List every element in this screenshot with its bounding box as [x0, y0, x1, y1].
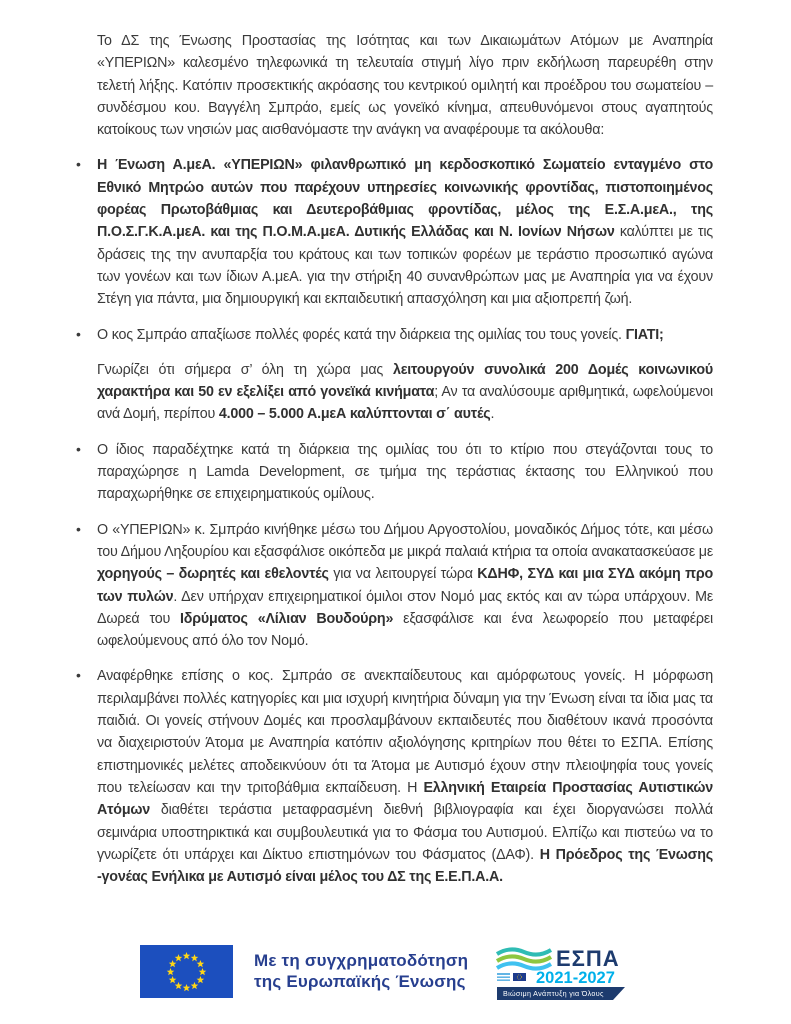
text-run-bold: Ελληνική Εταιρεία Προστασίας Αυτιστικών Ατόμων — [97, 779, 713, 819]
bullet-item-4 — [76, 519, 713, 653]
espa-years: 2021-2027 — [536, 969, 616, 987]
text-run-bold: χορηγούς – δωρητές και εθελοντές — [97, 566, 329, 583]
bullet-marker: • — [76, 156, 81, 173]
text-run: Γνωρίζει ότι σήμερα σ’ όλη τη χώρα μας — [97, 361, 393, 378]
sub-paragraph — [97, 359, 713, 426]
text-run: Το ΔΣ της Ένωσης Προστασίας της Ισότητας και των Δικαιωμάτων Ατόμων με Αναπηρία «ΥΠΕΡΙΩΝ» καλεσμένο τηλεφωνικά τη τελευταία στιγμή λίγο πριν εκδήλωση παρευρέθη στην τελετή λήξης. Κατόπιν προσεκτικής ακρόασης του κεντρικού ομιλητή και προέδρου του σωματείου – συνδέσμου κου. Βαγγέλη Σμπράο, εμείς ως γονεϊκό κίνημα, απευθυνόμενοι στους αγαπητούς κατοίκους των νησιών μας αισθανόμαστε την ανάγκη να αναφέρουμε τα ακόλουθα: — [97, 33, 713, 139]
bullet-marker: • — [76, 520, 81, 537]
espa-title: ΕΣΠΑ — [556, 946, 620, 971]
bullet-item-2 — [76, 324, 713, 346]
bullet-item-5 — [76, 665, 713, 888]
bullet-marker: • — [76, 667, 81, 684]
espa-waves-icon — [497, 949, 551, 968]
text-run-bold: ΓΙΑΤΙ; — [625, 326, 664, 343]
espa-logo — [494, 941, 628, 1001]
text-run: εξασφάλισε και ένα λεωφορείο που μεταφέρει ωφελούμενους από όλο τον Νομό. — [97, 610, 713, 650]
text-run: διαθέτει τεράστια μεταφρασμένη διεθνή βιβλιογραφία και έχει διοργανώσει πολλά σεμινάρια υποστηρικτικά και συμβουλευτικά για το Φάσμα του Αυτισμού. Ελπίζω και πιστεύω να το γνωρίζετε ότι υπάρχει και Δίκτυο επιστημόνων του Φάσματος (ΔΑΦ). — [97, 802, 713, 863]
text-run: Ο κος Σμπράο απαξίωσε πολλές φορές κατά την διάρκεια της ομιλίας του τους γονείς. — [97, 326, 626, 343]
text-run-bold: ΚΔΗΦ, ΣΥΔ και μια ΣΥΔ ακόμη προ των πυλών — [97, 566, 713, 605]
text-run-bold: Η Ένωση Α.μεΑ. «ΥΠΕΡΙΩΝ» φιλανθρωπικό μη κερδοσκοπικό Σωματείο ενταγμένο στο Εθνικό Μητρώο αυτών που παρέχουν υπηρεσίες κοινωνικής φροντίδας, πιστοποιημένος φορέας Πρωτοβάθμιας και Δευτεροβάθμιας φροντίδας, μέλος της Ε.Σ.Α.μεΑ., της Π.Ο.Σ.Γ.Κ.Α.μεΑ. και της Π.Ο.Μ.Α.μεΑ. Δυτικής Ελλάδας και Ν. Ιονίων Νήσων — [97, 157, 713, 241]
bullet-marker: • — [76, 325, 81, 342]
greek-flag-icon — [497, 973, 510, 981]
text-run-bold: Ιδρύματος «Λίλιαν Βουδούρη» — [180, 610, 394, 627]
text-run: . — [490, 406, 495, 423]
text-run-bold: Η Πρόεδρος της Ένωσης -γονέας Ενήλικα με Αυτισμό είναι μέλος του ΔΣ της Ε.Ε.Π.Α.Α. — [97, 846, 713, 886]
eu-funding-line-2: της Ευρωπαϊκής Ένωσης — [254, 972, 466, 991]
text-run: ; Αν τα αναλύσουμε αριθμητικά, ωφελούμενοι ανά Δομή, περίπου — [97, 384, 714, 423]
bullet-item-1 — [76, 154, 713, 310]
text-run: . Δεν υπήρχαν επιχειρηματικοί όμιλοι στον Νομό μας εκτός και αν τώρα υπάρχουν. Με Δωρεά του — [97, 588, 713, 627]
text-run: Αναφέρθηκε επίσης ο κος. Σμπράο σε ανεκπαίδευτους και αμόρφωτους γονείς. Η μόρφωση περιλαμβάνει πολλές κατηγορίες και μια ισχυρή κινητήρια δύναμη για την Ένωση είναι τα ίδια μας τα παιδιά. Οι γονείς στήνουν Δομές και προσλαμβάνουν εκπαιδευτές που διαθέτουν ικανά προσόντα να διαχειριστούν Άτομα με Αναπηρία κατόπιν αξιολόγησης κριτηρίων που θέτει το ΕΣΠΑ. Επίσης επιστημονικές μελέτες αποδεικνύουν ότι τα Άτομα με Αυτισμό έχουν στην πλειοψηφία τους γονείς που τελείωσαν και την τριτοβάθμια εκπαίδευση. Η — [97, 668, 713, 796]
text-run: Ο «ΥΠΕΡΙΩΝ» κ. Σμπράο κινήθηκε μέσω του Δήμου Αργοστολίου, μοναδικός Δήμος τότε, και μέσω του Δήμου Ληξουρίου και εξασφάλισε οικόπεδα με μικρά παλαιά κτήρια τα οποία ανακατασκεύασε με — [97, 521, 713, 560]
eu-flag-icon — [140, 945, 233, 998]
intro-paragraph — [97, 30, 713, 141]
bullet-item-3 — [76, 439, 713, 506]
eu-funding-line-1: Με τη συγχρηματοδότηση — [254, 950, 469, 970]
eu-funding-text — [254, 950, 468, 993]
footer-funding-strip — [140, 941, 628, 1001]
text-run: για να λειτουργεί τώρα — [328, 566, 478, 583]
text-run-bold: 4.000 – 5.000 Α.μεΑ καλύπτονται σ΄ αυτές — [218, 406, 491, 423]
text-run-bold: λειτουργούν συνολικά 200 Δομές κοινωνικού χαρακτήρα και 50 εν εξελίξει από γονεϊκά κινήματα — [97, 361, 714, 401]
text-run: Ο ίδιος παραδέχτηκε κατά τη διάρκεια της ομιλίας του ότι το κτίριο που στεγάζονται τους το παραχώρησε η Lamda Development, σε τμήμα της τεράστιας έκτασης του Ελληνικού που παραχωρήθηκε σε επιχειρηματικούς ομίλους. — [97, 441, 713, 503]
eu-mini-flag-icon — [513, 973, 526, 981]
bullet-marker: • — [76, 440, 81, 457]
text-run: καλύπτει με τις δράσεις της την ανυπαρξία του κράτους και των τοπικών φορέων με τεράστιο προσωπικό αγώνα των γονέων και των ίδιων Α.μεΑ. για την στήριξη 40 συνανθρώπων μας με Αναπηρία για να έχουν Στέγη για πάντα, μια δημιουργική και εκπαιδευτική απασχόληση και μια αξιοπρεπή ζωή. — [97, 224, 713, 308]
espa-tagline: Βιώσιμη Ανάπτυξη για Όλους — [503, 989, 604, 998]
